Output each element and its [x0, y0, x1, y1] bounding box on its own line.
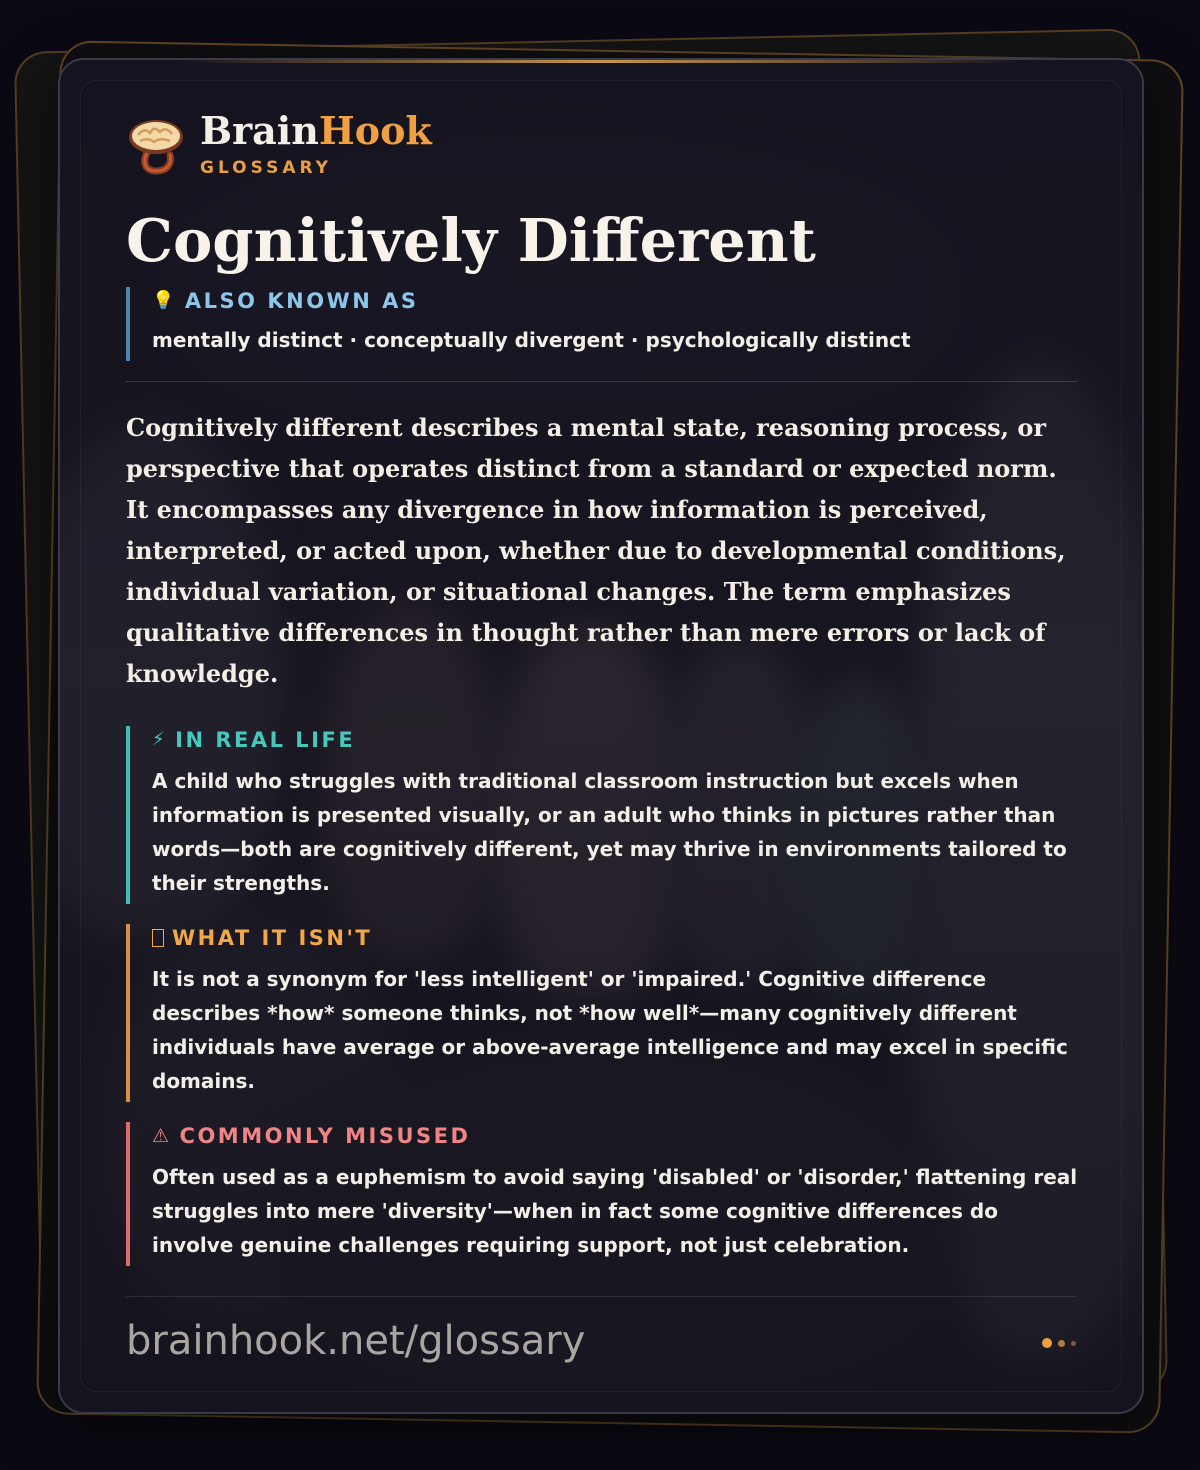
divider — [126, 381, 1078, 382]
brand-header — [126, 105, 1078, 185]
brand-name: BrainHook — [200, 108, 432, 153]
dot — [1058, 1340, 1065, 1347]
also-known-as-text: mentally distinct · conceptually divergent · psychologically distinct — [152, 327, 911, 352]
what-it-isnt-text: It is not a synonym for 'less intelligent' or 'impaired.' Cognitive difference describes *how* someone thinks, not *how well*—many cognitively different individuals have average or above-average intelligence and may excel in specific domains. — [152, 966, 1068, 1093]
commonly-misused-text: Often used as a euphemism to avoid saying 'disabled' or 'disorder,' flattening real struggles into mere 'diversity'—when in fact some cognitive differences do involve genuine challenges requiring support, not just celebration. — [152, 1164, 1078, 1257]
warning-icon: ⚠ — [152, 1124, 172, 1147]
footer-divider — [126, 1296, 1076, 1297]
dot-active — [1042, 1338, 1052, 1348]
lightning-icon: ⚡ — [152, 729, 168, 751]
definition-text: Cognitively different describes a mental state, reasoning process, or perspective that operates distinct from a standard or expected norm. It encompasses any divergence in how information is perceived, interpreted, or acted upon, whether due to developmental conditions, individual variation, or situational changes. The term emphasizes qualitative differences in thought rather than mere errors or lack of knowledge. — [126, 412, 1066, 688]
dot — [1071, 1341, 1076, 1346]
in-real-life-heading: ⚡ IN REAL LIFE — [152, 727, 356, 752]
what-it-isnt-section — [126, 924, 1078, 1102]
pagination-dots — [1042, 1338, 1076, 1348]
in-real-life-section — [126, 726, 1078, 904]
what-it-isnt-heading: WHAT IT ISN'T — [152, 924, 1078, 950]
footer-url[interactable]: brainhook.net/glossary — [126, 1318, 586, 1364]
prohibited-icon — [152, 929, 164, 947]
also-known-as-heading: 💡 ALSO KNOWN AS — [152, 288, 419, 313]
glossary-card — [58, 58, 1144, 1414]
commonly-misused-heading: ⚠ COMMONLY MISUSED — [152, 1123, 471, 1148]
also-known-as-section — [126, 287, 1078, 361]
term-title: Cognitively Different — [126, 206, 816, 275]
brand-subtitle: GLOSSARY — [200, 158, 332, 178]
brain-hook-icon — [126, 115, 186, 175]
lightbulb-icon: 💡 — [152, 290, 177, 312]
commonly-misused-section — [126, 1122, 1078, 1266]
in-real-life-text: A child who struggles with traditional classroom instruction but excels when information is presented visually, or an adult who thinks in pictures rather than words—both are cognitively different, yet may thrive in environments tailored to their strengths. — [152, 768, 1067, 895]
